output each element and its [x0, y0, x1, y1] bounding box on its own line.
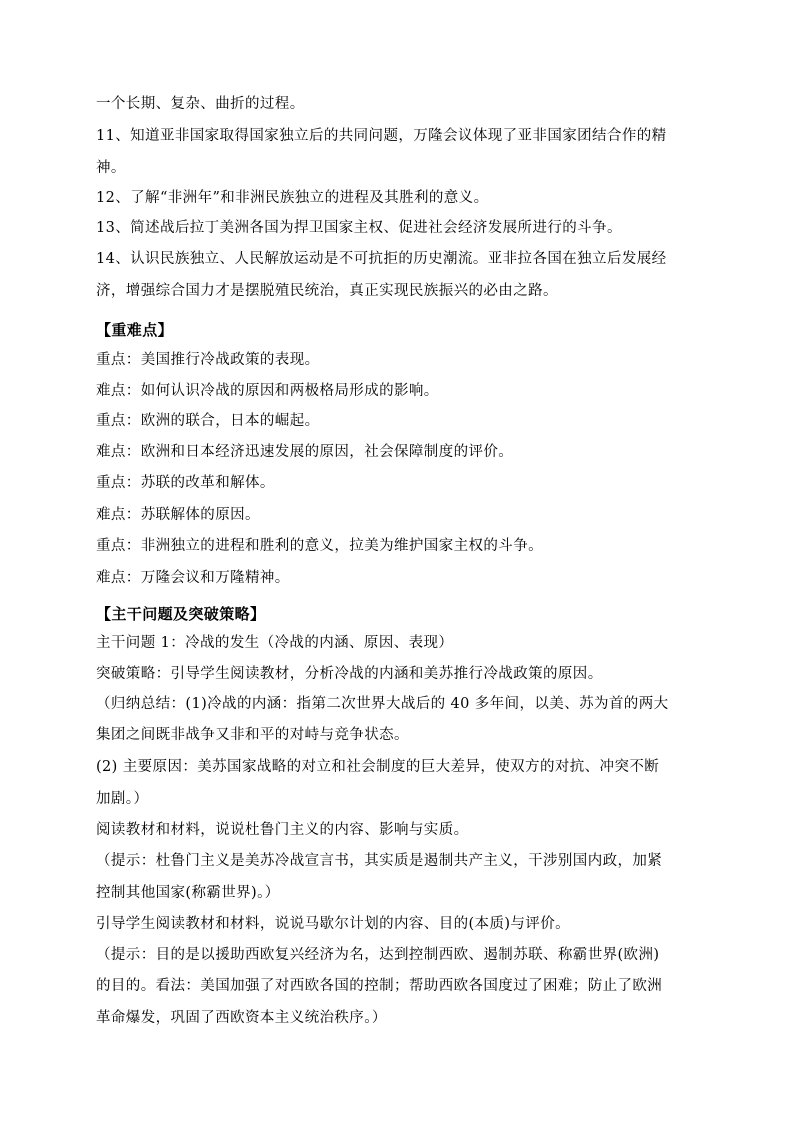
section-heading-strategy: 【主干问题及突破策略】 — [96, 605, 266, 623]
strategy-line: 主干问题 1：冷战的发生（冷战的内涵、原因、表现） — [96, 635, 454, 651]
strategy-line: 集团之间既非战争又非和平的对峙与竞争状态。 — [96, 727, 409, 743]
objective-line: 济，增强综合国力才是摆脱殖民统治，真正实现民族振兴的必由之路。 — [96, 283, 558, 299]
key-point-item: 重点：苏联的改革和解体。 — [96, 475, 275, 491]
strategy-line: （归纳总结：(1)冷战的内涵：指第二次世界大战后的 40 多年间，以美、苏为首的两大 — [96, 696, 669, 712]
objective-line: 神。 — [96, 160, 126, 176]
strategy-line: 的目的。看法：美国加强了对西欧各国的控制；帮助西欧各国度过了困难；防止了欧洲 — [96, 978, 663, 994]
strategy-line: 阅读教材和材料，说说杜鲁门主义的内容、影响与实质。 — [96, 822, 469, 838]
key-point-item: 难点：苏联解体的原因。 — [96, 507, 260, 523]
objective-line: 14、认识民族独立、人民解放运动是不可抗拒的历史潮流。亚非拉各国在独立后发展经 — [96, 251, 667, 267]
key-point-item: 重点：欧洲的联合，日本的崛起。 — [96, 413, 320, 429]
objective-line: 11、知道亚非国家取得国家独立后的共同问题，万隆会议体现了亚非国家团结合作的精 — [96, 128, 667, 144]
objective-line: 一个长期、复杂、曲折的过程。 — [96, 96, 305, 112]
key-point-item: 重点：非洲独立的进程和胜利的意义，拉美为维护国家主权的斗争。 — [96, 538, 543, 554]
objective-line: 13、简述战后拉丁美洲各国为捍卫国家主权、促进社会经济发展所进行的斗争。 — [96, 220, 622, 236]
strategy-line: 加剧。） — [96, 791, 149, 807]
section-heading-key-points: 【重难点】 — [96, 321, 174, 339]
strategy-line: 控制其他国家(称霸世界)。） — [96, 885, 280, 901]
strategy-line: 突破策略：引导学生阅读教材，分析冷战的内涵和美苏推行冷战政策的原因。 — [96, 666, 603, 682]
key-point-item: 难点：万隆会议和万隆精神。 — [96, 570, 290, 586]
key-point-item: 难点：欧洲和日本经济迅速发展的原因，社会保障制度的评价。 — [96, 444, 514, 460]
strategy-line: 革命爆发，巩固了西欧资本主义统治秩序。） — [96, 1010, 387, 1026]
strategy-line: 引导学生阅读教材和材料，说说马歇尔计划的内容、目的(本质)与评价。 — [96, 916, 571, 932]
strategy-line: （提示：杜鲁门主义是美苏冷战宣言书，其实质是遏制共产主义，干涉别国内政，加紧 — [96, 853, 663, 869]
key-point-item: 重点：美国推行冷战政策的表现。 — [96, 352, 320, 368]
strategy-line: （提示：目的是以援助西欧复兴经济为名，达到控制西欧、遏制苏联、称霸世界(欧洲) — [96, 947, 660, 963]
strategy-line: (2) 主要原因：美苏国家战略的对立和社会制度的巨大差异，使双方的对抗、冲突不断 — [96, 759, 660, 775]
key-point-item: 难点：如何认识冷战的原因和两极格局形成的影响。 — [96, 383, 439, 399]
objective-line: 12、了解“非洲年”和非洲民族独立的进程及其胜利的意义。 — [96, 190, 489, 206]
